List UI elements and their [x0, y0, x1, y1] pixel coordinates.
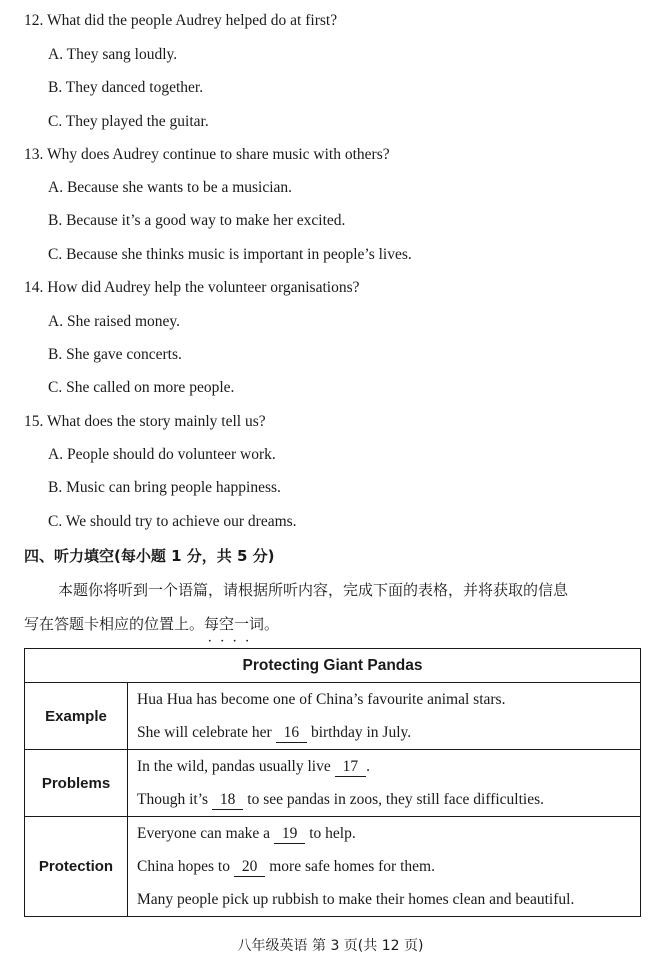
question-12-option-c: C. They played the guitar.	[48, 113, 209, 130]
line-text: Though it’s	[137, 791, 212, 808]
line-text: Hua Hua has become one of China’s favourite animal stars.	[137, 691, 506, 708]
giant-pandas-table	[24, 648, 641, 917]
instruction-prefix: 写在答题卡相应的位置上。	[24, 615, 205, 633]
section-instruction-line1: 本题你将听到一个语篇，请根据所听内容，完成下面的表格，并将获取的信息	[58, 581, 569, 599]
section-heading: 四、听力填空(每小题 1 分，共 5 分)	[24, 547, 275, 565]
blank-20: 20	[234, 858, 266, 877]
line-text: more safe homes for them.	[265, 858, 435, 875]
blank-19: 19	[274, 825, 306, 844]
line-text: to see pandas in zoos, they still face difficulties.	[243, 791, 545, 808]
page-footer: 八年级英语 第 3 页(共 12 页)	[237, 938, 424, 954]
question-14-option-c: C. She called on more people.	[48, 379, 235, 396]
table-row-problems	[25, 750, 641, 817]
problems-line-2	[137, 783, 640, 816]
question-12-option-a: A. They sang loudly.	[48, 46, 178, 63]
line-text: She will celebrate her	[137, 724, 276, 741]
line-text: Many people pick up rubbish to make their homes clean and beautiful.	[137, 891, 575, 908]
instruction-end: 。	[264, 615, 280, 633]
question-14-stem: 14. How did Audrey help the volunteer organisations?	[24, 279, 360, 296]
question-12-stem: 12. What did the people Audrey helped do at first?	[24, 12, 338, 29]
example-line-2	[137, 716, 640, 749]
row-content-problems	[128, 750, 641, 817]
question-14-option-b: B. She gave concerts.	[48, 346, 182, 363]
question-15-stem: 15. What does the story mainly tell us?	[24, 413, 266, 430]
question-13-option-a: A. Because she wants to be a musician.	[48, 179, 293, 196]
blank-16: 16	[276, 724, 308, 743]
question-15-option-c: C. We should try to achieve our dreams.	[48, 513, 297, 530]
blank-17: 17	[335, 758, 367, 777]
question-15-option-b: B. Music can bring people happiness.	[48, 479, 281, 496]
line-text: Everyone can make a	[137, 825, 274, 842]
section-instruction-line2	[24, 614, 279, 634]
table-title: Protecting Giant Pandas	[25, 649, 641, 683]
protection-line-1	[137, 817, 640, 850]
blank-18: 18	[212, 791, 244, 810]
row-label-protection: Protection	[25, 817, 128, 917]
protection-line-2	[137, 850, 640, 883]
question-12-option-b: B. They danced together.	[48, 79, 204, 96]
row-content-example	[128, 683, 641, 750]
question-13-stem: 13. Why does Audrey continue to share music with others?	[24, 146, 390, 163]
line-text: birthday in July.	[307, 724, 412, 741]
problems-line-1	[137, 750, 640, 783]
table-row-protection	[25, 817, 641, 917]
protection-line-3	[137, 883, 640, 916]
question-13-option-c: C. Because she thinks music is important in people’s lives.	[48, 246, 412, 263]
instruction-emphasis: 每空一词 • • • •	[204, 615, 264, 633]
row-label-example: Example	[25, 683, 128, 750]
row-label-problems: Problems	[25, 750, 128, 817]
question-14-option-a: A. She raised money.	[48, 313, 181, 330]
line-text: In the wild, pandas usually live	[137, 758, 335, 775]
table-row-example	[25, 683, 641, 750]
line-text: China hopes to	[137, 858, 234, 875]
question-15-option-a: A. People should do volunteer work.	[48, 446, 276, 463]
example-line-1	[137, 683, 640, 716]
row-content-protection	[128, 817, 641, 917]
question-13-option-b: B. Because it’s a good way to make her excited.	[48, 212, 346, 229]
line-text: to help.	[305, 825, 356, 842]
line-text: .	[366, 758, 370, 775]
